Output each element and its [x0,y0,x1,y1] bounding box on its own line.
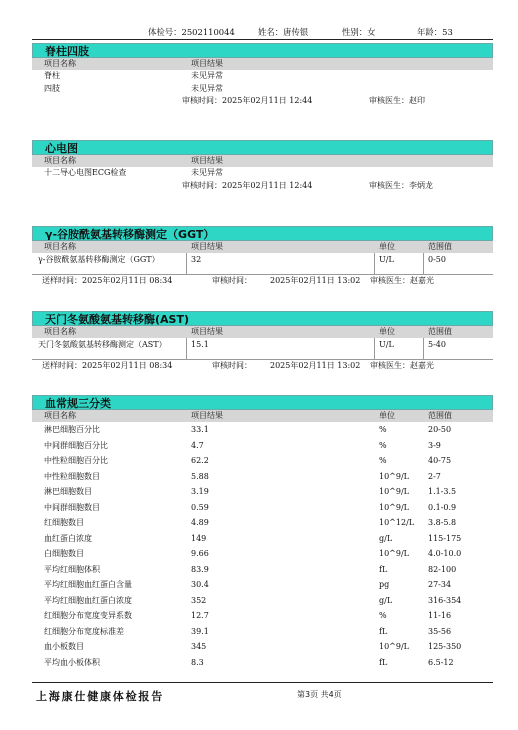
item-result: 33.1 [191,425,209,434]
item-range: 3-9 [428,440,441,450]
blood-rows [32,422,493,670]
item-name: 淋巴细胞百分比 [44,425,100,434]
item-result: 未见异常 [191,71,223,80]
col-name-header: 项目名称 [44,327,76,336]
item-unit: g/L [379,595,393,605]
send-time: 送样时间：2025年02月11日 08:34 [42,361,173,370]
table-row [32,562,493,578]
col-unit-header: 单位 [379,242,395,251]
review-label: 审核时间： [212,361,252,370]
item-result: 5.88 [191,471,209,481]
item-result: 352 [191,595,207,605]
item-name: 红细胞数目 [44,518,84,527]
review-time: 2025年02月11日 13:02 [270,276,361,285]
item-result: 未见异常 [191,83,223,93]
page-number: 第3页 共4页 [297,690,342,699]
item-name: γ-谷胺酰氨基转移酶测定（GGT） [38,255,160,264]
item-unit: % [379,425,387,434]
section-title: 天门冬氨酸氨基转移酶(AST) [32,311,493,326]
item-range: 5-40 [423,338,446,359]
patient-gender: 性别：女 [342,27,376,37]
section-blood-routine [32,395,493,670]
table-row [32,253,493,275]
item-unit: fL [379,564,388,574]
item-result: 15.1 [186,338,209,359]
reviewer: 审核医生：李炳龙 [369,180,433,190]
item-range: 27-34 [428,580,452,589]
item-result: 32 [186,253,201,274]
item-unit: 10^9/L [379,487,409,496]
col-range-header: 范围值 [428,242,452,251]
table-row [32,531,493,547]
item-range: 35-56 [428,626,452,636]
item-result: 4.89 [191,518,209,527]
item-result: 3.19 [191,487,209,496]
table-row [32,624,493,640]
item-unit: % [379,440,387,450]
col-name-header: 项目名称 [44,411,76,420]
item-unit: 10^9/L [379,549,409,558]
section-ecg [32,140,493,192]
item-name: 脊柱 [44,71,60,80]
column-header [32,155,493,167]
column-header [32,241,493,253]
patient-age: 年龄：53 [417,27,453,37]
table-row [32,469,493,485]
table-row [32,453,493,469]
item-name: 平均红细胞血红蛋白含量 [44,580,132,589]
item-result: 345 [191,642,207,651]
footer-org: 上海康仕健康体检报告 [36,690,164,703]
table-row [32,500,493,516]
table-row [32,422,493,438]
table-row [32,167,493,180]
item-result: 149 [191,533,207,543]
item-range: 115-175 [428,533,462,543]
reviewer: 审核医生：赵嘉光 [370,361,434,370]
table-row [32,608,493,624]
review-info [32,275,493,287]
review-time: 审核时间：2025年02月11日 12:44 [182,180,313,190]
item-range: 1.1-3.5 [428,487,457,496]
item-name: 血小板数目 [44,642,84,651]
col-name-header: 项目名称 [44,59,76,68]
item-name: 中性粒细胞数目 [44,471,100,481]
col-unit-header: 单位 [379,411,395,420]
item-range: 2-7 [428,471,441,481]
table-row [32,577,493,593]
review-info [32,95,493,107]
item-name: 平均血小板体积 [44,657,100,667]
item-unit: 10^12/L [379,518,415,527]
section-title: 心电图 [32,140,493,155]
col-result-header: 项目结果 [191,242,223,251]
col-result-header: 项目结果 [191,156,223,165]
col-result-header: 项目结果 [191,411,223,420]
review-time: 2025年02月11日 13:02 [270,361,361,370]
item-range: 20-50 [428,425,452,434]
item-name: 血红蛋白浓度 [44,533,92,543]
column-header [32,58,493,70]
item-range: 125-350 [428,642,462,651]
column-header [32,410,493,422]
item-result: 62.2 [191,456,209,465]
item-unit: % [379,611,387,620]
item-range: 316-354 [428,595,462,605]
item-result: 30.4 [191,580,209,589]
item-unit: 10^9/L [379,502,409,512]
send-time: 送样时间：2025年02月11日 08:34 [42,276,173,285]
table-row [32,639,493,655]
item-name: 白细胞数目 [44,549,84,558]
section-title: 血常规三分类 [32,395,493,410]
table-row [32,515,493,531]
item-name: 中性粒细胞百分比 [44,456,108,465]
section-title: 脊柱四肢 [32,43,493,58]
item-name: 淋巴细胞数目 [44,487,92,496]
item-name: 红细胞分布宽度标准差 [44,626,124,636]
exam-number: 体检号：2502110044 [148,27,235,37]
item-range: 0.1-0.9 [428,502,457,512]
item-name: 中间群细胞百分比 [44,440,108,450]
header-divider [32,39,493,40]
col-range-header: 范围值 [428,327,452,336]
table-row [32,484,493,500]
footer-divider [32,682,493,683]
item-name: 红细胞分布宽度变异系数 [44,611,132,620]
table-row [32,83,493,96]
col-range-header: 范围值 [428,411,452,420]
review-label: 审核时间： [212,276,252,285]
item-name: 中间群细胞数目 [44,502,100,512]
item-range: 82-100 [428,564,457,574]
item-name: 四肢 [44,83,60,93]
column-header [32,326,493,338]
item-range: 11-16 [428,611,452,620]
col-result-header: 项目结果 [191,59,223,68]
item-unit: 10^9/L [379,471,409,481]
item-range: 3.8-5.8 [428,518,457,527]
item-result: 83.9 [191,564,209,574]
col-name-header: 项目名称 [44,242,76,251]
item-result: 8.3 [191,657,204,667]
item-unit: fL [379,657,388,667]
table-row [32,546,493,562]
item-result: 12.7 [191,611,209,620]
section-title: γ-谷胺酰氨基转移酶测定（GGT） [32,226,493,241]
reviewer: 审核医生：赵嘉光 [370,276,434,285]
item-range: 4.0-10.0 [428,549,462,558]
item-result: 9.66 [191,549,209,558]
col-unit-header: 单位 [379,327,395,336]
item-name: 平均红细胞血红蛋白浓度 [44,595,132,605]
item-name: 平均红细胞体积 [44,564,100,574]
item-result: 4.7 [191,440,204,450]
item-unit: 10^9/L [379,642,409,651]
item-range: 40-75 [428,456,452,465]
patient-name: 姓名：唐传银 [258,27,309,37]
item-unit: pg [379,580,390,589]
item-unit: % [379,456,387,465]
item-unit: g/L [379,533,393,543]
item-result: 0.59 [191,502,209,512]
table-row [32,593,493,609]
review-time: 审核时间：2025年02月11日 12:44 [182,96,313,106]
table-row [32,438,493,454]
item-range: 6.5-12 [428,657,454,667]
col-result-header: 项目结果 [191,327,223,336]
section-spine [32,43,493,107]
item-unit: fL [379,626,388,636]
item-unit: U/L [374,253,394,274]
review-info [32,360,493,372]
item-range: 0-50 [423,253,446,274]
item-unit: U/L [374,338,394,359]
review-info [32,180,493,192]
col-name-header: 项目名称 [44,156,76,165]
section-ggt [32,226,493,287]
reviewer: 审核医生：赵印 [369,96,425,106]
item-name: 天门冬氨酸氨基转移酶测定（AST） [38,340,167,349]
table-row [32,338,493,360]
item-result: 未见异常 [191,168,223,177]
table-row [32,70,493,83]
section-ast [32,311,493,372]
table-row [32,655,493,671]
item-name: 十二导心电图ECG检查 [44,168,127,177]
item-result: 39.1 [191,626,209,636]
